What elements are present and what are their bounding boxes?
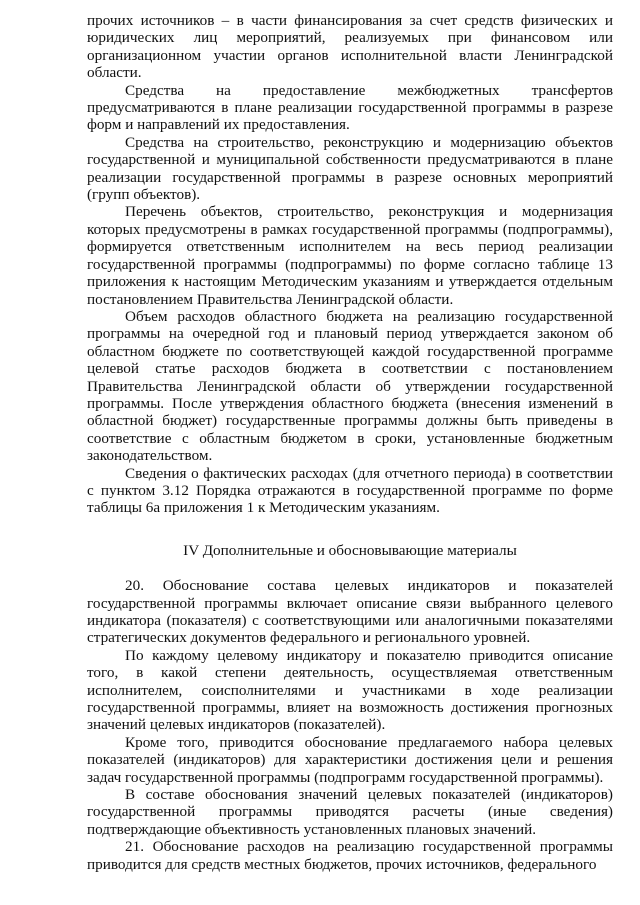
paragraph: прочих источников – в части финансирования за счет средств физических и юридических лиц мероприятий, реализуемых при финансовом или организационном участии органов исполнительной власти Ленинградской области. [87, 12, 613, 82]
paragraph: Объем расходов областного бюджета на реализацию государственной программы на очередной год и плановый период утверждается законом об областном бюджете по соответствующей каждой государственной программе целевой статье расходов бюджета в соответствии с постановлением Правительства Ленинградской области об утверждении государственной программы. После утверждения областного бюджета (внесения изменений в областной бюджет) государственные программы должны быть приведены в соответствие с областным бюджетом в сроки, установленные бюджетным законодательством. [87, 307, 613, 465]
document-page [87, 12, 613, 873]
paragraph: В составе обоснования значений целевых показателей (индикаторов) государственной программы приводятся расчеты (иные сведения) подтверждающие объективность установленных плановых значений. [87, 786, 613, 838]
section-heading: IV Дополнительные и обосновывающие материалы [183, 541, 517, 559]
paragraph: 20. Обоснование состава целевых индикаторов и показателей государственной программы включает описание связи выбранного целевого индикатора (показателя) с соответствующими или аналогичными показателями стратегических документов федерального и регионального уровней. [87, 577, 613, 647]
paragraph: Перечень объектов, строительство, реконструкция и модернизация которых предусмотрены в рамках государственной программы (подпрограммы), формируется ответственным исполнителем на весь период реализации государственной программы (подпрограммы) по форме согласно таблице 13 приложения к настоящим Методическим указаниям и утверждается отдельным постановлением Правительства Ленинградской области. [87, 203, 613, 308]
paragraph: Средства на строительство, реконструкцию и модернизацию объектов государственной и муниципальной собственности предусматриваются в плане реализации государственной программы в разрезе основных мероприятий (групп объектов). [87, 133, 613, 204]
paragraph: Сведения о фактических расходах (для отчетного периода) в соответствии с пунктом 3.12 Порядка отражаются в государственной программе по форме таблицы 6а приложения 1 к Методическим указаниям. [87, 464, 613, 517]
paragraph: 21. Обоснование расходов на реализацию государственной программы приводится для средств местных бюджетов, прочих источников, федерального [87, 838, 613, 873]
paragraph: Кроме того, приводится обоснование предлагаемого набора целевых показателей (индикаторов) для характеристики достижения цели и решения задач государственной программы (подпрограмм государственной программы). [87, 733, 613, 786]
paragraph: По каждому целевому индикатору и показателю приводится описание того, в какой степени деятельность, осуществляемая ответственным исполнителем, соисполнителями и участниками в ходе реализации государственной программы, влияет на возможность достижения прогнозных значений целевых индикаторов (показателей). [87, 646, 613, 734]
paragraph: Средства на предоставление межбюджетных трансфертов предусматриваются в плане реализации государственной программы в разрезе форм и направлений их предоставления. [87, 81, 613, 134]
